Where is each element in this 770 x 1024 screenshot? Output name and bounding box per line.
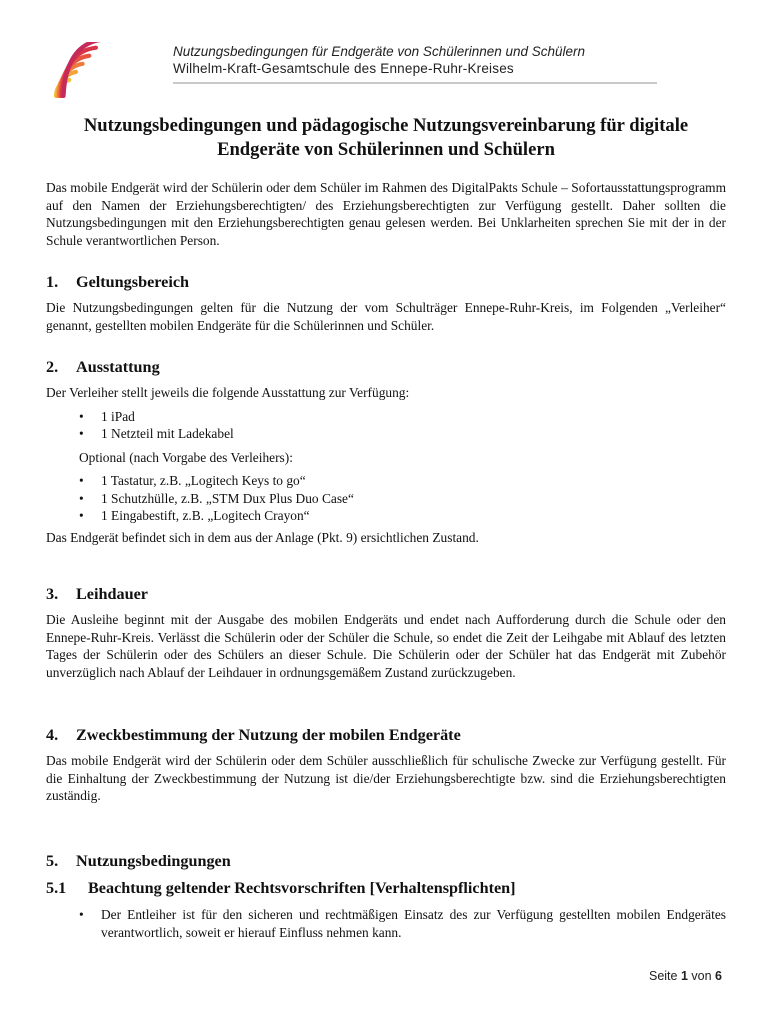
section-number: 2. (46, 358, 59, 376)
section-title: Nutzungsbedingungen (76, 852, 231, 870)
section-2-text: Der Verleiher stellt jeweils die folgende Ausstattung zur Verfügung: (46, 385, 410, 400)
list-item: • 1 Schutzhülle, z.B. „STM Dux Plus Duo Case“ (79, 490, 354, 506)
list-item: • 1 Tastatur, z.B. „Logitech Keys to go“ (79, 473, 306, 488)
list-item: • 1 Eingabestift, z.B. „Logitech Crayon“ (79, 508, 310, 523)
bullet-icon: • (79, 473, 84, 488)
section-title: Beachtung geltender Rechtsvorschriften [Verhaltenspflichten] (88, 879, 516, 897)
page-number: Seite 1 von 6 (648, 969, 722, 983)
header-title: Nutzungsbedingungen für Endgeräte von Schülerinnen und Schülern (173, 44, 586, 59)
section-3-heading (46, 584, 726, 604)
obligations-list (46, 906, 726, 941)
document-title (46, 114, 726, 162)
school-logo-icon (50, 42, 104, 98)
list-item: • 1 Netzteil mit Ladekabel (79, 426, 234, 441)
section-5 (46, 851, 726, 941)
section-1-heading (46, 272, 726, 292)
header-school: Wilhelm-Kraft-Gesamtschule des Ennepe-Ruhr-Kreises (173, 61, 514, 76)
section-1 (46, 272, 726, 334)
section-2 (46, 357, 726, 546)
section-number: 3. (46, 585, 59, 603)
page-header (173, 43, 657, 84)
section-2-closing: Das Endgerät befindet sich in dem aus der Anlage (Pkt. 9) ersichtlichen Zustand. (46, 529, 479, 545)
section-title: Leihdauer (76, 585, 148, 603)
section-5-1-heading (46, 878, 726, 898)
section-number: 5.1 (46, 879, 67, 897)
bullet-icon: • (79, 426, 84, 441)
section-3 (46, 584, 726, 681)
optional-label: Optional (nach Vorgabe des Verleihers): (79, 449, 293, 465)
section-1-text: Die Nutzungsbedingungen gelten für die Nutzung der vom Schulträger Ennepe-Ruhr-Kreis, im Folgenden „Verleiher“ genannt, gestellten mobilen Endgeräte für die Schülerinnen und Schüler. (46, 300, 726, 333)
section-4-heading (46, 725, 726, 745)
bullet-icon: • (79, 408, 84, 424)
section-title: Zweckbestimmung der Nutzung der mobilen Endgeräte (76, 726, 461, 744)
title-line-1: Nutzungsbedingungen und pädagogische Nutzungsvereinbarung für digitale (83, 115, 689, 136)
title-line-2: Endgeräte von Schülerinnen und Schülern (217, 139, 555, 160)
header-divider (173, 82, 657, 84)
section-number: 5. (46, 852, 59, 870)
list-item: • 1 iPad (79, 408, 135, 424)
list-item: • Der Entleiher ist für den sicheren und rechtmäßigen Einsatz des zur Verfügung gestellten mobilen Endgerätes verantwortlich, soweit er hierauf Einfluss nehmen kann. (79, 907, 726, 940)
section-2-heading (46, 357, 726, 377)
bullet-icon: • (79, 508, 84, 523)
section-5-heading (46, 851, 726, 871)
intro-paragraph: Das mobile Endgerät wird der Schülerin oder dem Schüler im Rahmen des DigitalPakts Schule – Sofortausstattungsprogramm auf den Namen der Erziehungsberechtigten/ des Erziehungsberechtigten zur Verfügung gestellt. Daher sollten die Nutzungsbedingungen mit den Erziehungsberechtigten genau gelesen werden. Bei Unklarheiten sprechen Sie mit der in der Schule verantwortlichen Person. (46, 180, 726, 248)
section-4 (46, 725, 726, 805)
bullet-icon: • (79, 490, 84, 506)
section-3-text: Die Ausleihe beginnt mit der Ausgabe des mobilen Endgeräts und endet nach Aufforderung durch die Schule oder den Ennepe-Ruhr-Kreis. Verlässt die Schülerin oder der Schüler die Schule, so endet die Zeit der Leihgabe mit Ablauf des letzten Tages der Schülerin oder des Schülers an dieser Schule. Die Schülerin oder der Schüler hat das Endgerät mit Zubehör unverzüglich nach Ablauf der Leihdauer in ordnungsgemäßem Zustand zurückzugeben. (46, 612, 726, 680)
section-4-text: Das mobile Endgerät wird der Schülerin oder dem Schüler ausschließlich für schulische Zwecke zur Verfügung gestellt. Für die Einhaltung der Zweckbestimmung der Nutzung ist die/der Erziehungsberechtigte bzw. sind die Erziehungsberechtigten zuständig. (46, 753, 726, 803)
section-title: Ausstattung (76, 358, 160, 376)
section-title: Geltungsbereich (76, 273, 190, 291)
section-number: 4. (46, 726, 59, 744)
optional-equipment-list (46, 472, 726, 525)
section-number: 1. (46, 273, 59, 291)
bullet-icon: • (79, 907, 84, 922)
equipment-list (46, 408, 726, 443)
